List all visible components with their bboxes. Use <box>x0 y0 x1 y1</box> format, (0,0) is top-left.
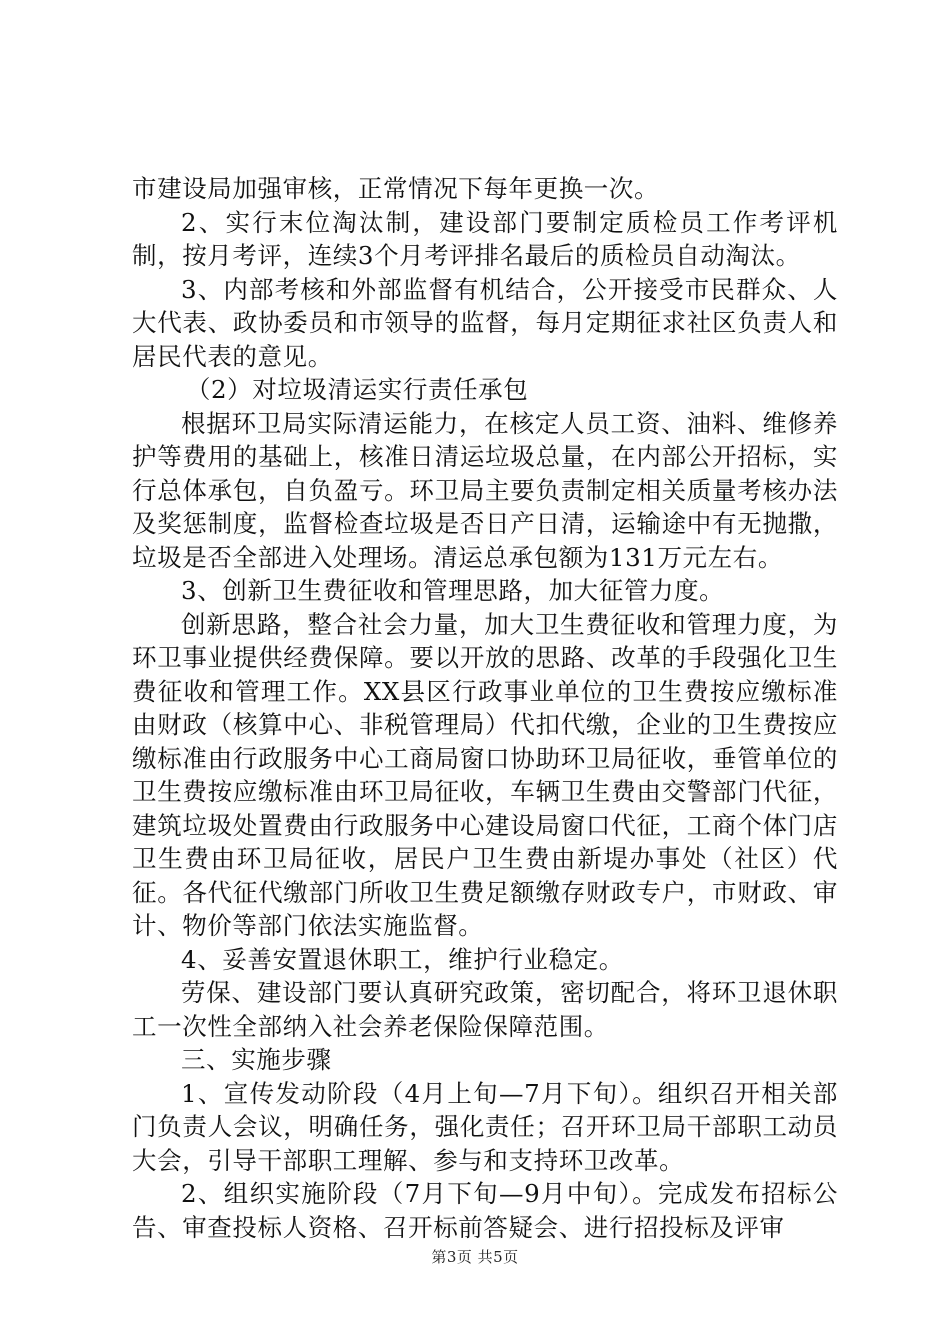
subheading-garbage-contract: （2）对垃圾清运实行责任承包 <box>185 375 529 404</box>
paragraph-item-2-elimination: 2、实行末位淘汰制，建设部门要制定质检员工作考评机制，按月考评，连续3个月考评排名最后的质检员自动淘汰。 <box>132 207 838 270</box>
document-body <box>132 172 838 1244</box>
heading-fee-collection: 3、创新卫生费征收和管理思路，加大征管力度。 <box>181 576 725 605</box>
paragraph-fee-collection: 创新思路，整合社会力量，加大卫生费征收和管理力度，为环卫事业提供经费保障。要以开放的思路、改革的手段强化卫生费征收和管理工作。XX县区行政事业单位的卫生费按应缴标准由财政（核算中心、非税管理局）代扣代缴，企业的卫生费按应缴标准由行政服务中心工商局窗口协助环卫局征收，垂管单位的卫生费按应缴标准由环卫局征收，车辆卫生费由交警部门代征，建筑垃圾处置费由行政服务中心建设局窗口代征，工商个体门店卫生费由环卫局征收，居民户卫生费由新堤办事处（社区）代征。各代征代缴部门所收卫生费足额缴存财政专户，市财政、审计、物价等部门依法实施监督。 <box>132 609 838 940</box>
page-footer: 第3页 共5页 <box>431 1248 519 1266</box>
paragraph-step-2: 2、组织实施阶段（7月下旬—9月中旬）。完成发布招标公告、审查投标人资格、召开标前答疑会、进行招投标及评审 <box>132 1179 838 1242</box>
paragraph-retired-staff: 劳保、建设部门要认真研究政策，密切配合，将环卫退休职工一次性全部纳入社会养老保险保障范围。 <box>132 978 838 1041</box>
paragraph-item-3-supervision: 3、内部考核和外部监督有机结合，公开接受市民群众、人大代表、政协委员和市领导的监督，每月定期征求社区负责人和居民代表的意见。 <box>132 274 838 371</box>
paragraph-garbage-contract: 根据环卫局实际清运能力，在核定人员工资、油料、维修养护等费用的基础上，核准日清运垃圾总量，在内部公开招标，实行总体承包，自负盈亏。环卫局主要负责制定相关质量考核办法及奖惩制度，监督检查垃圾是否日产日清，运输途中有无抛撒，垃圾是否全部进入处理场。清运总承包额为131万元左右。 <box>132 408 838 572</box>
paragraph-continuation: 市建设局加强审核，正常情况下每年更换一次。 <box>132 174 660 203</box>
heading-retired-staff: 4、妥善安置退休职工，维护行业稳定。 <box>181 944 624 974</box>
paragraph-step-1: 1、宣传发动阶段（4月上旬—7月下旬）。组织召开相关部门负责人会议，明确任务，强化责任；召开环卫局干部职工动员大会，引导干部职工理解、参与和支持环卫改革。 <box>132 1078 838 1175</box>
heading-implementation-steps: 三、实施步骤 <box>181 1045 332 1074</box>
